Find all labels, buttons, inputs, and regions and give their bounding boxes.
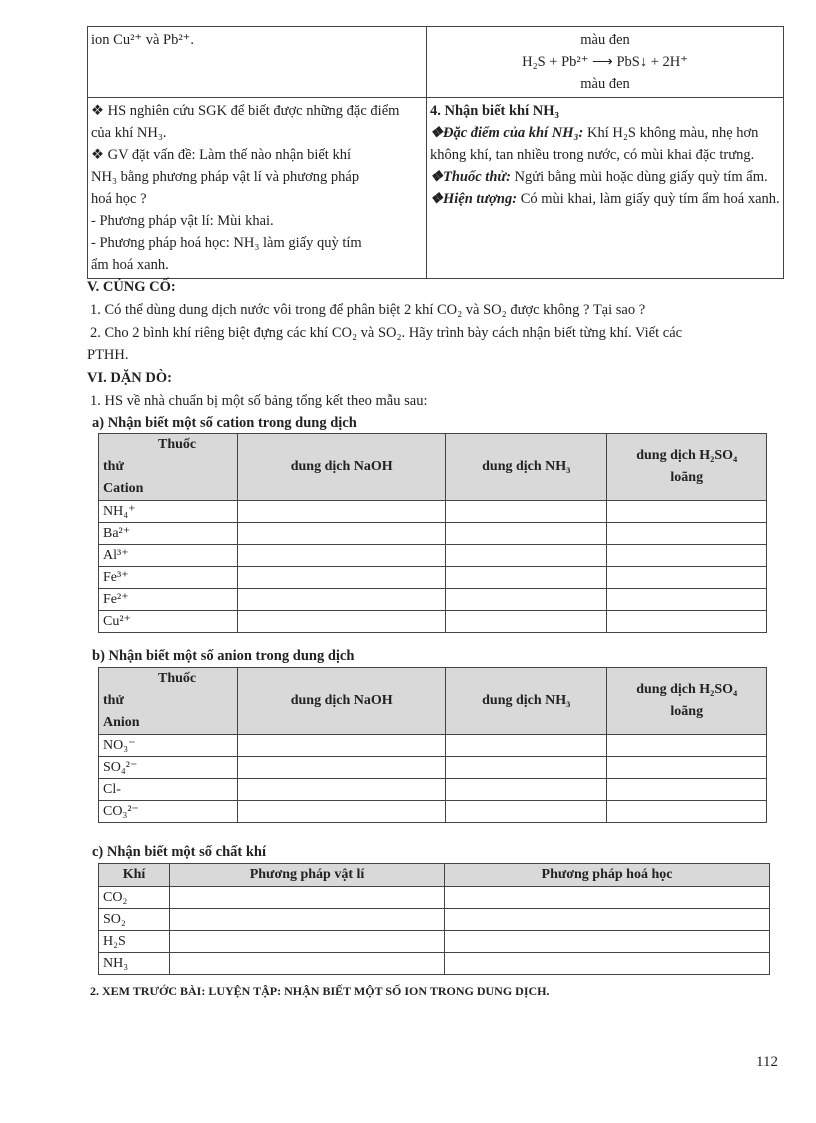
empty-cell[interactable] (170, 931, 445, 953)
content-cell (427, 98, 784, 279)
empty-cell[interactable] (238, 611, 446, 633)
empty-cell[interactable] (445, 887, 770, 909)
activity-line: của khí NH₃. (91, 125, 167, 141)
row-label: Cl- (99, 779, 238, 801)
empty-cell[interactable] (238, 589, 446, 611)
empty-cell[interactable] (238, 567, 446, 589)
row-label: H₂S (99, 931, 170, 953)
features-text: Khí H₂S không màu, nhẹ hơn không khí, tan nhiều trong nước, có mùi khai đặc trưng. (430, 125, 759, 163)
lesson-table (87, 26, 784, 279)
empty-cell[interactable] (446, 523, 607, 545)
question-1: 1. Có thể dùng dung dịch nước vôi trong để phân biệt 2 khí CO₂ và SO₂ được không ? Tại sao ? (90, 302, 646, 318)
table-row (88, 27, 784, 98)
corner-top: Thuốc (158, 671, 197, 686)
header-h2so4-line2: loãng (670, 704, 704, 719)
table-row (99, 757, 767, 779)
empty-cell[interactable] (238, 779, 446, 801)
empty-cell[interactable] (446, 501, 607, 523)
table-row (99, 611, 767, 633)
header-nh3: dung dịch NH₃ (446, 434, 607, 501)
empty-cell[interactable] (446, 735, 607, 757)
header-h2so4 (607, 434, 767, 501)
row-label: SO₄²⁻ (99, 757, 238, 779)
homework-heading: VI. DẶN DÒ: (87, 370, 172, 386)
gas-table (98, 863, 770, 975)
header-row (99, 434, 767, 501)
empty-cell[interactable] (170, 887, 445, 909)
empty-cell[interactable] (446, 801, 607, 823)
empty-cell[interactable] (607, 757, 767, 779)
anion-table (98, 667, 767, 823)
corner-bottom: Anion (103, 715, 140, 730)
question-2: 2. Cho 2 bình khí riêng biệt đựng các khí CO₂ và SO₂. Hãy trình bày cách nhận biết từng khí. Viết các (90, 325, 683, 341)
table-row (99, 779, 767, 801)
corner-mid: thử (103, 693, 124, 708)
empty-cell[interactable] (445, 953, 770, 975)
header-h2so4 (607, 668, 767, 735)
header-naoh: dung dịch NaOH (238, 434, 446, 501)
empty-cell[interactable] (446, 757, 607, 779)
header-naoh: dung dịch NaOH (238, 668, 446, 735)
table-row (99, 801, 767, 823)
empty-cell[interactable] (607, 801, 767, 823)
section-title: 4. Nhận biết khí NH₃ (430, 103, 559, 119)
corner-cell (99, 434, 238, 501)
phenomenon-label: ❖Hiện tượng: (430, 191, 518, 207)
reagent-label: ❖Thuốc thử: (430, 169, 511, 185)
row-label: CO₃²⁻ (99, 801, 238, 823)
row-label: SO₂ (99, 909, 170, 931)
header-gas: Khí (99, 864, 170, 887)
corner-top: Thuốc (158, 437, 197, 452)
consolidation-heading: V. CỦNG CỐ: (87, 279, 176, 295)
activity-line: - Phương pháp vật lí: Mùi khai. (91, 213, 274, 229)
header-physical: Phương pháp vật lí (170, 864, 445, 887)
homework-item-1: 1. HS về nhà chuẩn bị một số bảng tổng kết theo mẫu sau: (90, 393, 428, 409)
empty-cell[interactable] (607, 567, 767, 589)
table-row (99, 931, 770, 953)
table-row (88, 98, 784, 279)
activity-line: ẩm hoá xanh. (91, 257, 169, 273)
reagent-text: Ngửi bằng mùi hoặc dùng giấy quỳ tím ẩm. (510, 169, 768, 185)
activity-line: hoá học ? (91, 191, 147, 207)
row-label: Cu²⁺ (99, 611, 238, 633)
table-row (99, 735, 767, 757)
corner-cell (99, 668, 238, 735)
empty-cell[interactable] (446, 779, 607, 801)
empty-cell[interactable] (446, 589, 607, 611)
activity-line: NH₃ bằng phương pháp vật lí và phương pháp (91, 169, 360, 185)
header-row (99, 864, 770, 887)
cation-table (98, 433, 767, 633)
empty-cell[interactable] (446, 567, 607, 589)
table-b-caption: b) Nhận biết một số anion trong dung dịch (92, 648, 355, 664)
header-nh3: dung dịch NH₃ (446, 668, 607, 735)
table-a-caption: a) Nhận biết một số cation trong dung dịch (92, 415, 357, 431)
activity-line: - Phương pháp hoá học: NH₃ làm giấy quỳ tím (91, 235, 362, 251)
table-row (99, 953, 770, 975)
page-number: 112 (756, 1054, 778, 1070)
empty-cell[interactable] (170, 953, 445, 975)
empty-cell[interactable] (607, 501, 767, 523)
row-label: NH₄⁺ (99, 501, 238, 523)
table-cell (427, 27, 784, 98)
activity-line: ❖ GV đặt vấn đề: Làm thế nào nhận biết khí (91, 147, 351, 163)
header-chemical: Phương pháp hoá học (445, 864, 770, 887)
header-row (99, 668, 767, 735)
equation-note: màu đen (580, 32, 630, 48)
table-c-caption: c) Nhận biết một số chất khí (92, 844, 267, 860)
header-h2so4-line1: dung dịch H₂SO₄ (636, 448, 738, 463)
question-2-cont: PTHH. (87, 347, 129, 363)
empty-cell[interactable] (607, 611, 767, 633)
row-label: NH₃ (99, 953, 170, 975)
empty-cell[interactable] (238, 801, 446, 823)
empty-cell[interactable] (238, 735, 446, 757)
row-label: CO₂ (99, 887, 170, 909)
table-row (99, 887, 770, 909)
table-row (99, 523, 767, 545)
table-row (99, 501, 767, 523)
empty-cell[interactable] (607, 545, 767, 567)
table-row (99, 589, 767, 611)
empty-cell[interactable] (607, 523, 767, 545)
header-h2so4-line2: loãng (670, 470, 704, 485)
empty-cell[interactable] (238, 757, 446, 779)
empty-cell[interactable] (446, 611, 607, 633)
row-label: NO₃⁻ (99, 735, 238, 757)
table-cell (88, 27, 427, 98)
empty-cell[interactable] (607, 589, 767, 611)
teacher-activity-cell (88, 98, 427, 279)
features-label: ❖Đặc điểm của khí NH₃: (430, 125, 584, 141)
row-label: Ba²⁺ (99, 523, 238, 545)
table-row (99, 909, 770, 931)
equation-note: màu đen (580, 76, 630, 92)
table-row (99, 567, 767, 589)
empty-cell[interactable] (238, 523, 446, 545)
empty-cell[interactable] (238, 545, 446, 567)
row-label: Al³⁺ (99, 545, 238, 567)
empty-cell[interactable] (607, 779, 767, 801)
equation: H₂S + Pb²⁺ ⟶ PbS↓ + 2H⁺ (522, 54, 688, 70)
row-label: Fe³⁺ (99, 567, 238, 589)
row-label: Fe²⁺ (99, 589, 238, 611)
table-row (99, 545, 767, 567)
corner-bottom: Cation (103, 481, 144, 496)
empty-cell[interactable] (238, 501, 446, 523)
empty-cell[interactable] (446, 545, 607, 567)
empty-cell[interactable] (607, 735, 767, 757)
ion-text: ion Cu²⁺ và Pb²⁺. (91, 32, 194, 48)
corner-mid: thử (103, 459, 124, 474)
empty-cell[interactable] (445, 909, 770, 931)
header-h2so4-line1: dung dịch H₂SO₄ (636, 682, 738, 697)
empty-cell[interactable] (170, 909, 445, 931)
homework-item-2: 2. XEM TRƯỚC BÀI: LUYỆN TẬP: NHẬN BIẾT MỘT SỐ ION TRONG DUNG DỊCH. (90, 984, 550, 998)
empty-cell[interactable] (445, 931, 770, 953)
phenomenon-text: Có mùi khai, làm giấy quỳ tím ẩm hoá xanh. (517, 191, 780, 207)
activity-line: ❖ HS nghiên cứu SGK để biết được những đặc điểm (91, 103, 400, 119)
